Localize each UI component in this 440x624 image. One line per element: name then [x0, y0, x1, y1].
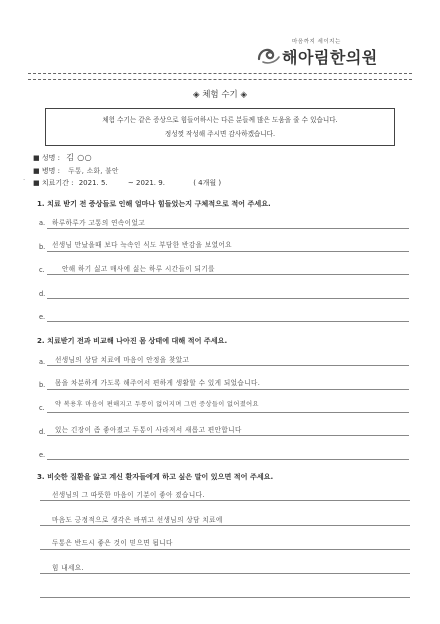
period-start: 2021. 5.: [78, 179, 108, 187]
notice-box: [45, 108, 395, 146]
name-row: [33, 152, 92, 163]
margin-dots: ·: [23, 176, 26, 184]
clinic-logo-icon: [257, 45, 281, 65]
q3-answer-2: 마음도 긍정적으로 생각은 바뀌고 선생님의 상담 치료에: [52, 516, 223, 524]
q1-rule-d: [47, 298, 409, 299]
notice-line-2: 정성껏 작성해 주시면 감사하겠습니다.: [164, 130, 276, 138]
name-label: ■ 성명 :: [33, 154, 60, 162]
q2-answer-a: 선생님의 상담 치료에 마음이 안정을 찾았고: [55, 356, 190, 364]
q2-letter-e: e.: [39, 451, 46, 459]
q3-answer-1: 선생님의 그 따뜻한 마음이 기분이 좋아 졌습니다.: [52, 491, 205, 499]
q1-letter-c: c.: [39, 266, 45, 274]
disease-label: ■ 병명 :: [33, 167, 60, 175]
question-1-title: 1. 치료 받기 전 증상들로 인해 얼마나 힘들었는지 구체적으로 적어 주세요.: [37, 199, 271, 208]
clinic-brand: 해아림한의원: [282, 48, 378, 67]
q2-letter-c: c.: [39, 404, 45, 412]
q3-rule-5: [40, 597, 410, 598]
q1-letter-a: a.: [39, 219, 46, 227]
q1-answer-a: 하루하루가 고통의 연속이었고: [52, 219, 145, 227]
q3-answer-3: 두통은 반드시 좋은 것이 믿으면 됩니다: [52, 539, 173, 547]
q1-letter-b: b.: [39, 243, 46, 251]
notice-line-1: 체험 수기는 같은 증상으로 힘들어하시는 다른 분들께 많은 도움을 줄 수 있습니다.: [102, 116, 338, 124]
q3-rule-4: [40, 573, 410, 574]
q1-letter-d: d.: [39, 290, 46, 298]
question-2-title: 2. 치료받기 전과 비교해 나아진 몸 상태에 대해 적어 주세요.: [37, 336, 228, 345]
q2-rule-d: [47, 435, 409, 436]
period-duration: ( 4개월 ): [193, 179, 222, 187]
q2-rule-b: [47, 389, 409, 390]
q3-rule-1: [40, 500, 410, 501]
q2-letter-d: d.: [39, 428, 46, 436]
q1-rule-c: [47, 274, 409, 275]
q1-answer-b: 선생님 만났을때 보다 늑속인 식도 부담한 반감을 보였어요: [52, 241, 232, 249]
q1-rule-a: [47, 228, 409, 229]
q2-letter-b: b.: [39, 381, 46, 389]
q1-rule-e: [47, 321, 409, 322]
period-mid: ~ 2021. 9.: [127, 179, 165, 187]
q2-rule-a: [47, 365, 409, 366]
name-value: 김 ○○: [66, 153, 93, 162]
q2-answer-c: 약 복용후 마음이 편해지고 두통이 없어지며 그런 증상들이 없어졌어요: [55, 401, 259, 408]
q3-rule-3: [40, 549, 410, 550]
q1-answer-c: 안해 하기 싫고 매사에 싫는 하루 시간들이 되기를: [62, 265, 215, 273]
q1-letter-e: e.: [39, 313, 46, 321]
q2-answer-b: 몸을 차분하게 가도록 해주어서 편하게 생활할 수 있게 되었습니다.: [55, 379, 261, 387]
header-slogan: 마음까지 세이지는: [292, 39, 341, 45]
period-label: ■ 치료기간 :: [33, 179, 74, 187]
q3-rule-2: [40, 525, 410, 526]
disease-row: [33, 165, 119, 176]
q2-rule-c: [47, 412, 409, 413]
q2-rule-e: [47, 459, 409, 460]
disease-value: 두통, 소화, 불안: [68, 167, 119, 175]
question-3-title: 3. 비슷한 질환을 앓고 계신 환자들에게 하고 싶은 말이 있으면 적어 주세요.: [37, 472, 274, 481]
q1-rule-b: [47, 251, 409, 252]
q2-answer-d: 있는 긴장이 좀 좋아졌고 두통이 사라져서 새롭고 편안합니다: [55, 426, 242, 434]
header-divider-2: [28, 79, 412, 80]
header-divider-1: [28, 73, 412, 74]
period-row: [33, 178, 221, 188]
form-title: ◈ 체험 수기 ◈: [192, 90, 248, 100]
q3-answer-4: 힘 내세요.: [52, 564, 85, 572]
q2-letter-a: a.: [39, 358, 46, 366]
